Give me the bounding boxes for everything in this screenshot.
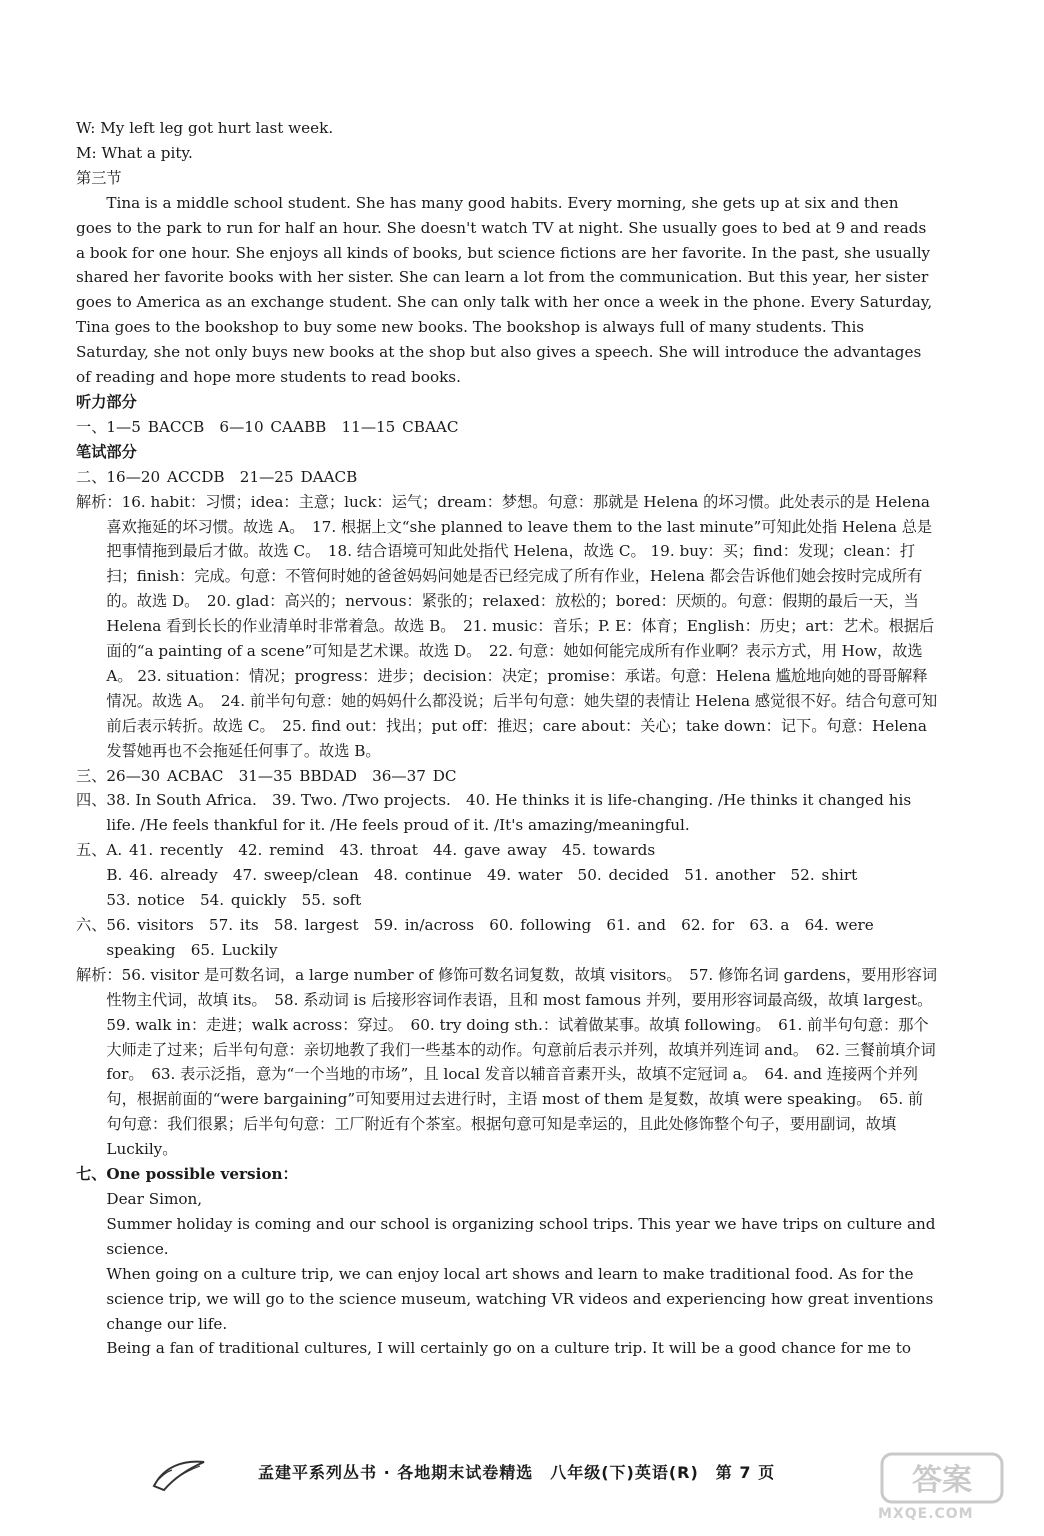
part-7-title: 七、One possible version：: [76, 1165, 298, 1184]
page-content: [76, 116, 938, 1361]
leaf-logo-icon: [150, 1456, 208, 1494]
watermark: [858, 1448, 1026, 1530]
part-4-answers: 四、38. In South Africa. 39. Two. /Two projects. 40. He thinks it is life-changing. /He thinks it changed his life. /He feels thankful for it. /He feels proud of it. /It's amazing/meaningful.: [76, 791, 912, 835]
part-5-b-answers-cont: 53. notice 54. quickly 55. soft: [106, 891, 362, 910]
watermark-stamp-text: 答案: [912, 1463, 972, 1498]
watermark-stamp-icon: [858, 1448, 1026, 1508]
part-6-answers: 六、56. visitors 57. its 58. largest 59. in/across 60. following 61. and 62. for 63. a 64. were speaking 65. Luckily: [76, 916, 874, 959]
written-header: 笔试部分: [76, 442, 137, 461]
part-2-analysis: 解析：16. habit：习惯；idea：主意；luck：运气；dream：梦想。句意：那就是 Helena 的坏习惯。此处表示的是 Helena 喜欢拖延的坏习惯。故选 A。 17. 根据上文“she planned to leave them to the last minute”可知此处指 Helena 总是把事情拖到最后才做。故选 C。 18. 结合语境可知此处指代 Helena，故选 C。 19. buy：买；find：发现；clean：打扫；finish：完成。句意：不管何时她的爸爸妈妈问她是否已经完成了所有作业，Helena 都会告诉他们她会按时完成所有的。故选 D。 20. glad：高兴的；nervous：紧张的；relaxed：放松的；bored：厌烦的。句意：假期的最后一天，当 Helena 看到长长的作业清单时非常着急。故选 B。 21. music：音乐；P. E：体育；English：历史；art：艺术。根据后面的“a painting of a scene”可知是艺术课。故选 D。 22. 句意：她如何能完成所有作业啊？表示方式，用 How，故选 A。 23. situation：情况；progress：进步；decision：决定；promise：承诺。句意：Helena 尴尬地向她的哥哥解释情况。故选 A。 24. 前半句句意：她的妈妈什么都没说；后半句句意：她失望的表情让 Helena 感觉很不好。结合句意可知前后表示转折。故选 C。 25. find out：找出；put off：推迟；care about：关心；take down：记下。句意：Helena 发誓她再也不会拖延任何事了。故选 B。: [76, 492, 938, 760]
letter-paragraph-2: When going on a culture trip, we can enjoy local art shows and learn to make traditional food. As for the science trip, we will go to the science museum, watching VR videos and experiencing how great inventions change our life.: [106, 1264, 934, 1333]
section-3-passage: Tina is a middle school student. She has many good habits. Every morning, she gets up at six and then goes to the park to run for half an hour. She doesn't watch TV at night. She usually goes to bed at 9 and reads a book for one hour. She enjoys all kinds of books, but science fictions are her favorite. In the past, she usually shared her favorite books with her sister. She can learn a lot from the communication. But this year, her sister goes to America as an exchange student. She can only talk with her once a week in the phone. Every Saturday, Tina goes to the bookshop to buy some new books. The bookshop is always full of many students. This Saturday, she not only buys new books at the shop but also gives a speech. She will introduce the advantages of reading and hope more students to read books.: [76, 193, 933, 387]
letter-paragraph-3: Being a fan of traditional cultures, I will certainly go on a culture trip. It will be a good chance for me to: [106, 1339, 911, 1358]
letter-paragraph-1: Summer holiday is coming and our school is organizing school trips. This year we have trips on culture and science.: [106, 1214, 936, 1258]
watermark-text: MXQE.COM: [878, 1506, 974, 1522]
listening-answers: 一、1—5 BACCB 6—10 CAABB 11—15 CBAAC: [76, 417, 459, 436]
part-5-b-answers: B. 46. already 47. sweep/clean 48. continue 49. water 50. decided 51. another 52. shirt: [106, 866, 858, 885]
part-5-a-answers: 五、A. 41. recently 42. remind 43. throat 44. gave away 45. towards: [76, 841, 656, 860]
listening-header: 听力部分: [76, 392, 137, 411]
footer-text: 孟建平系列丛书 · 各地期末试卷精选 八年级(下)英语(R) 第 7 页: [258, 1463, 776, 1482]
part-6-analysis: 解析：56. visitor 是可数名词，a large number of 修饰可数名词复数，故填 visitors。 57. 修饰名词 gardens，要用形容词性物主代词，故填 its。 58. 系动词 is 后接形容词作表语，且和 most famous 并列，要用形容词最高级，故填 largest。 59. walk in：走进；walk across：穿过。 60. try doing sth.：试着做某事。故填 following。 61. 前半句句意：那个大师走了过来；后半句句意：亲切地教了我们一些基本的动作。句意前后表示并列，故填并列连词 and。 62. 三餐前填介词 for。 63. 表示泛指，意为“一个当地的市场”，且 local 发音以辅音音素开头，故填不定冠词 a。 64. and 连接两个并列句，根据前面的“were bargaining”可知要用过去进行时，主语 most of them 是复数，故填 were speaking。 65. 前句句意：我们很累；后半句句意：工厂附近有个茶室。根据句意可知是幸运的，且此处修饰整个句子，要用副词，故填 Luckily。: [76, 965, 940, 1159]
dialogue-line-m: M: What a pity.: [76, 143, 193, 162]
part-2-answers: 二、16—20 ACCDB 21—25 DAACB: [76, 467, 358, 486]
dialogue-line-w: W: My left leg got hurt last week.: [76, 119, 334, 137]
letter-greeting: Dear Simon,: [106, 1189, 203, 1208]
part-3-answers: 三、26—30 ACBAC 31—35 BBDAD 36—37 DC: [76, 766, 457, 785]
section-3-title: 第三节: [76, 168, 122, 187]
